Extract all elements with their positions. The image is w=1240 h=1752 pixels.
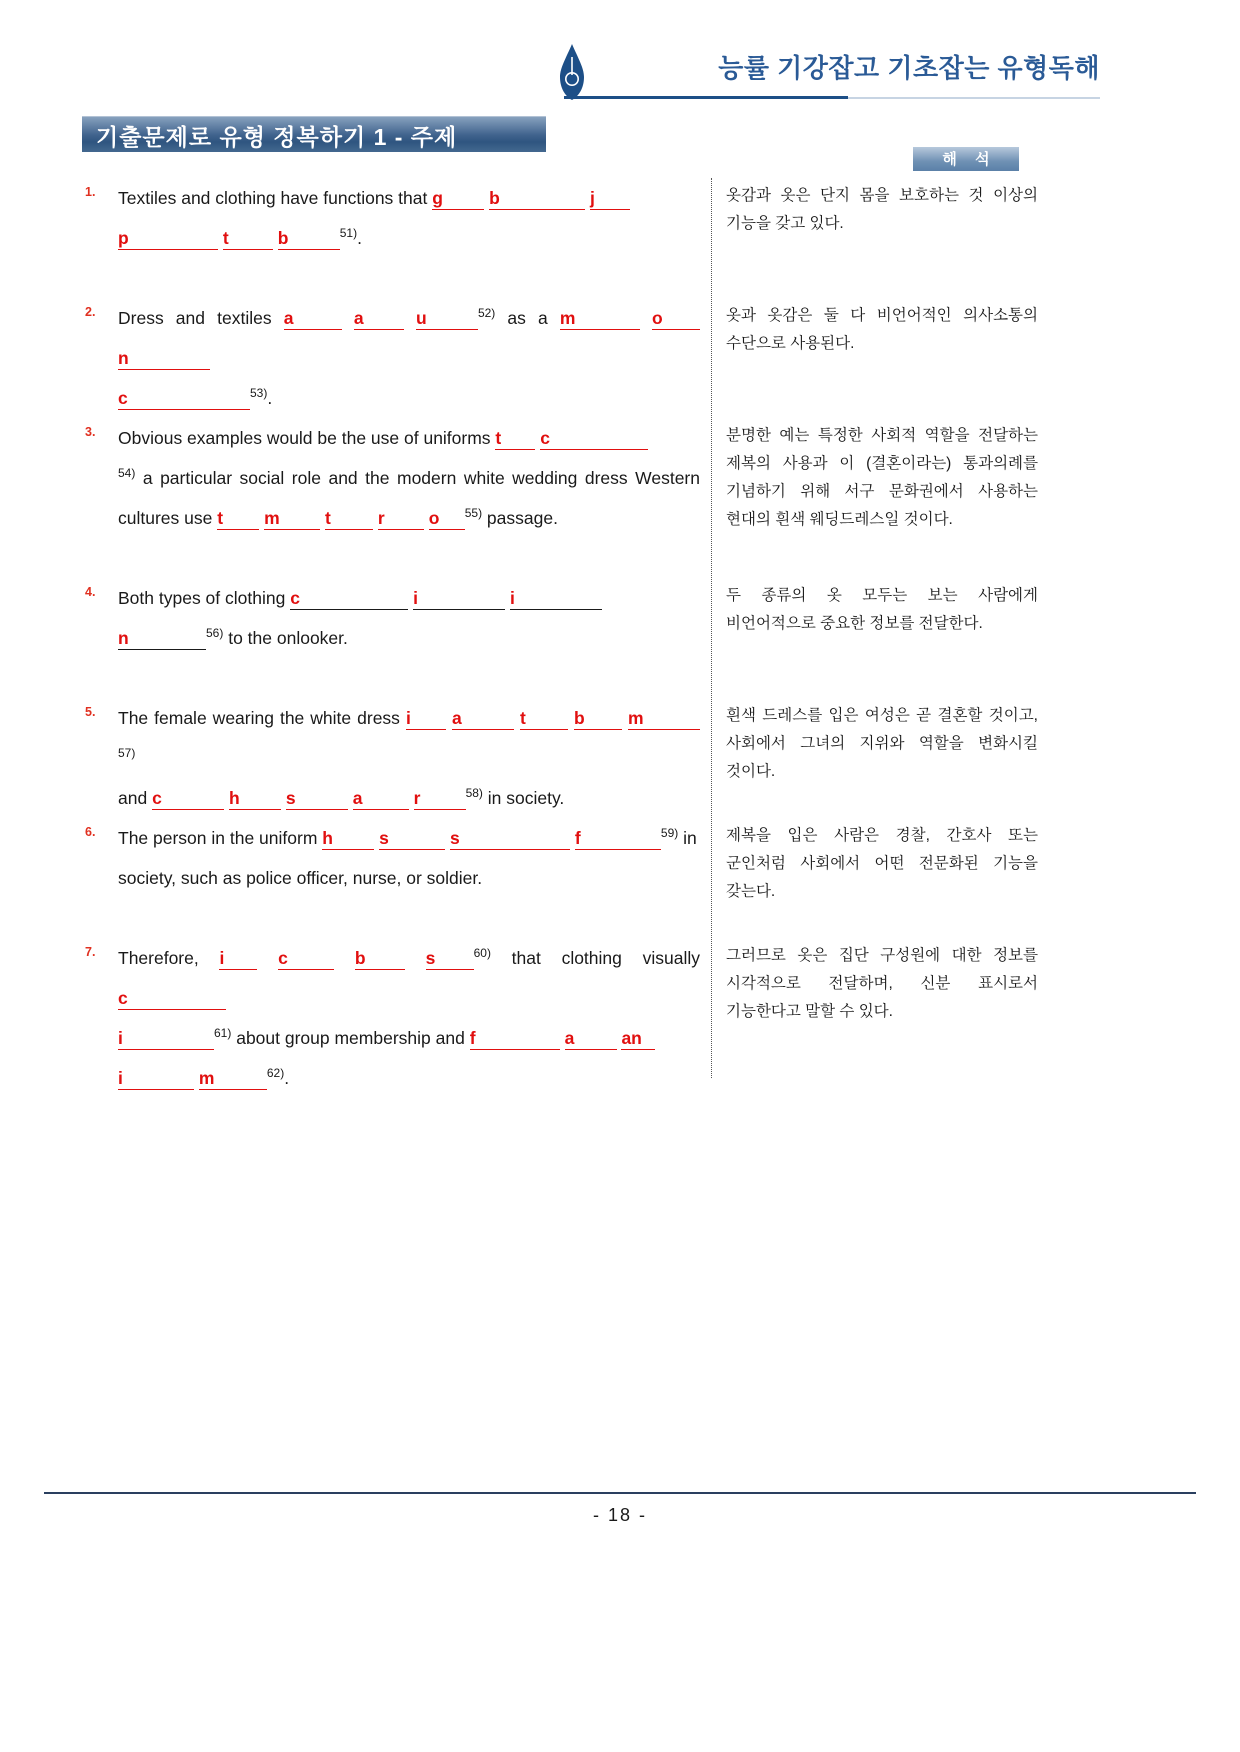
question-english-text <box>86 938 700 1098</box>
answer-blank[interactable]: s <box>286 787 348 810</box>
answer-blank[interactable]: f <box>575 827 661 850</box>
fountain-pen-nib-icon <box>552 44 592 100</box>
answer-blank[interactable]: g <box>432 187 484 210</box>
question-number: 4. <box>85 585 96 599</box>
footnote-reference: 59) <box>660 826 679 841</box>
translation-text: 옷과 옷감은 둘 다 비언어적인 의사소통의 수단으로 사용된다. <box>726 307 1038 352</box>
answer-blank[interactable]: r <box>414 787 466 810</box>
answer-blank[interactable]: a <box>452 707 514 730</box>
answer-blank[interactable]: c <box>290 587 408 610</box>
answer-blank[interactable]: j <box>590 187 630 210</box>
footnote-reference: 51) <box>339 226 358 241</box>
answer-blank[interactable]: c <box>118 387 250 410</box>
footnote-reference: 52) <box>477 306 496 321</box>
answer-blank[interactable]: s <box>426 947 474 970</box>
question-row <box>0 178 1240 298</box>
answer-blank[interactable]: o <box>429 507 465 530</box>
footnote-reference: 60) <box>473 946 491 961</box>
question-number: 2. <box>85 305 96 319</box>
question-sentence: The person in the uniform h s s f $^{59)}$ in society, such as police officer, nurse, or soldier. <box>118 826 697 888</box>
answer-blank[interactable]: b <box>489 187 585 210</box>
question-number: 7. <box>85 945 96 959</box>
question-number: 6. <box>85 825 96 839</box>
answer-blank[interactable]: m <box>560 307 640 330</box>
answer-blank[interactable]: b <box>574 707 622 730</box>
translation-text: 두 종류의 옷 모두는 보는 사람에게 비언어적으로 중요한 정보를 전달한다. <box>726 587 1038 632</box>
answer-blank[interactable]: a <box>354 307 404 330</box>
answer-blank[interactable]: r <box>378 507 424 530</box>
answer-blank[interactable]: a <box>284 307 342 330</box>
header-rule-primary <box>564 96 848 99</box>
answer-blank[interactable]: f <box>470 1027 560 1050</box>
question-english-text <box>86 178 700 258</box>
footer-rule <box>44 1492 1196 1494</box>
question-english-text <box>86 298 700 418</box>
footnote-reference: 56) <box>206 626 224 641</box>
question-row <box>0 418 1240 578</box>
answer-blank[interactable]: i <box>118 1067 194 1090</box>
answer-blank[interactable]: o <box>652 307 700 330</box>
answer-blank[interactable]: s <box>379 827 445 850</box>
answer-blank[interactable]: i <box>118 1027 214 1050</box>
question-sentence: The female wearing the white dress i a t b m$^{57)}$ and c h s a r $^{58)}$ in society. <box>86 698 700 818</box>
translation-text: 제복을 입은 사람은 경찰, 간호사 또는 군인처럼 사회에서 어떤 전문화된 기능을 갖는다. <box>726 827 1038 900</box>
answer-blank[interactable]: t <box>223 227 273 250</box>
answer-blank[interactable]: h <box>229 787 281 810</box>
answer-blank[interactable]: t <box>217 507 259 530</box>
answer-blank[interactable]: i <box>406 707 446 730</box>
page-number: - 18 - <box>592 1505 647 1525</box>
answer-blank[interactable]: c <box>540 427 648 450</box>
question-english-text <box>86 418 700 538</box>
footnote-reference: 57) <box>118 746 136 761</box>
footnote-reference: 55) <box>464 506 483 521</box>
header-title: 능률 기강잡고 기초잡는 유형독해 <box>718 53 1100 83</box>
footnote-reference: 62) <box>266 1066 285 1081</box>
answer-blank[interactable]: b <box>355 947 405 970</box>
translation-text: 흰색 드레스를 입은 여성은 곧 결혼할 것이고, 사회에서 그녀의 지위와 역할을 변화시킬 것이다. <box>726 707 1038 780</box>
question-number: 1. <box>85 185 96 199</box>
translation-text: 분명한 예는 특정한 사회적 역할을 전달하는 제복의 사용과 이 (결혼이라는) 통과의례를 기념하기 위해 서구 문화권에서 사용하는 현대의 흰색 웨딩드레스일 것이다. <box>726 427 1038 528</box>
translation-text: 옷감과 옷은 단지 몸을 보호하는 것 이상의 기능을 갖고 있다. <box>726 187 1038 232</box>
footnote-reference: 58) <box>465 786 483 801</box>
answer-blank[interactable]: h <box>322 827 374 850</box>
header-rule-secondary <box>848 97 1100 99</box>
answer-blank[interactable]: n <box>118 627 206 650</box>
answer-blank[interactable]: t <box>520 707 568 730</box>
answer-blank[interactable]: m <box>264 507 320 530</box>
answer-blank[interactable]: t <box>325 507 373 530</box>
question-row <box>0 698 1240 818</box>
question-sentence: Both types of clothing c i i n $^{56)}$ to the onlooker. <box>86 578 700 658</box>
header-inner <box>540 42 1100 102</box>
footnote-reference: 61) <box>214 1026 232 1041</box>
answer-blank[interactable]: a <box>565 1027 617 1050</box>
answer-blank[interactable]: i <box>413 587 505 610</box>
answer-blank[interactable]: an <box>621 1027 655 1050</box>
answer-blank[interactable]: i <box>510 587 602 610</box>
answer-blank[interactable]: c <box>118 987 226 1010</box>
worksheet-content <box>0 178 1240 1088</box>
question-row <box>0 818 1240 938</box>
answer-blank[interactable]: i <box>219 947 257 970</box>
translation-column-badge-label: 해 석 <box>942 151 997 168</box>
question-number: 5. <box>85 705 96 719</box>
question-row <box>0 298 1240 418</box>
question-sentence: Textiles and clothing have functions that g b j p t b $^{51)}$. <box>86 178 700 258</box>
answer-blank[interactable]: u <box>416 307 478 330</box>
answer-blank[interactable]: c <box>278 947 334 970</box>
question-english-text <box>86 818 700 898</box>
answer-blank[interactable]: a <box>353 787 409 810</box>
answer-blank[interactable]: b <box>278 227 340 250</box>
translation-column-badge <box>913 147 1019 171</box>
answer-blank[interactable]: m <box>628 707 700 730</box>
answer-blank[interactable]: m <box>199 1067 267 1090</box>
question-sentence: Therefore, i c b s $^{60)}$ that clothing visually c i $^{61)}$ about group membership and f a an i m $^{62)}$. <box>118 946 700 1088</box>
question-row <box>0 938 1240 1088</box>
section-title: 기출문제로 유형 정복하기 1 - 주제 <box>96 124 458 150</box>
translation-text: 그러므로 옷은 집단 구성원에 대한 정보를 시각적으로 전달하며, 신분 표시로서 기능한다고 말할 수 있다. <box>726 947 1038 1020</box>
question-number: 3. <box>85 425 96 439</box>
footnote-reference: 53) <box>250 386 268 401</box>
section-title-bar <box>82 116 546 152</box>
question-english-text <box>86 698 700 818</box>
answer-blank[interactable]: t <box>495 427 535 450</box>
question-sentence: Obvious examples would be the use of uniforms t c $^{54)}$ a particular social role and the modern white wedding dress Western cultures use t m t r o $^{55)}$ passage. <box>118 428 700 528</box>
answer-blank[interactable]: c <box>152 787 224 810</box>
question-sentence: Dress and textiles a a u $^{52)}$ as a m o n c $^{53)}$. <box>86 298 700 418</box>
footnote-reference: 54) <box>118 466 136 481</box>
question-english-text <box>86 578 700 658</box>
answer-blank[interactable]: s <box>450 827 570 850</box>
page-header <box>0 0 1240 108</box>
answer-blank[interactable]: n <box>118 347 210 370</box>
question-row <box>0 578 1240 698</box>
answer-blank[interactable]: p <box>118 227 218 250</box>
